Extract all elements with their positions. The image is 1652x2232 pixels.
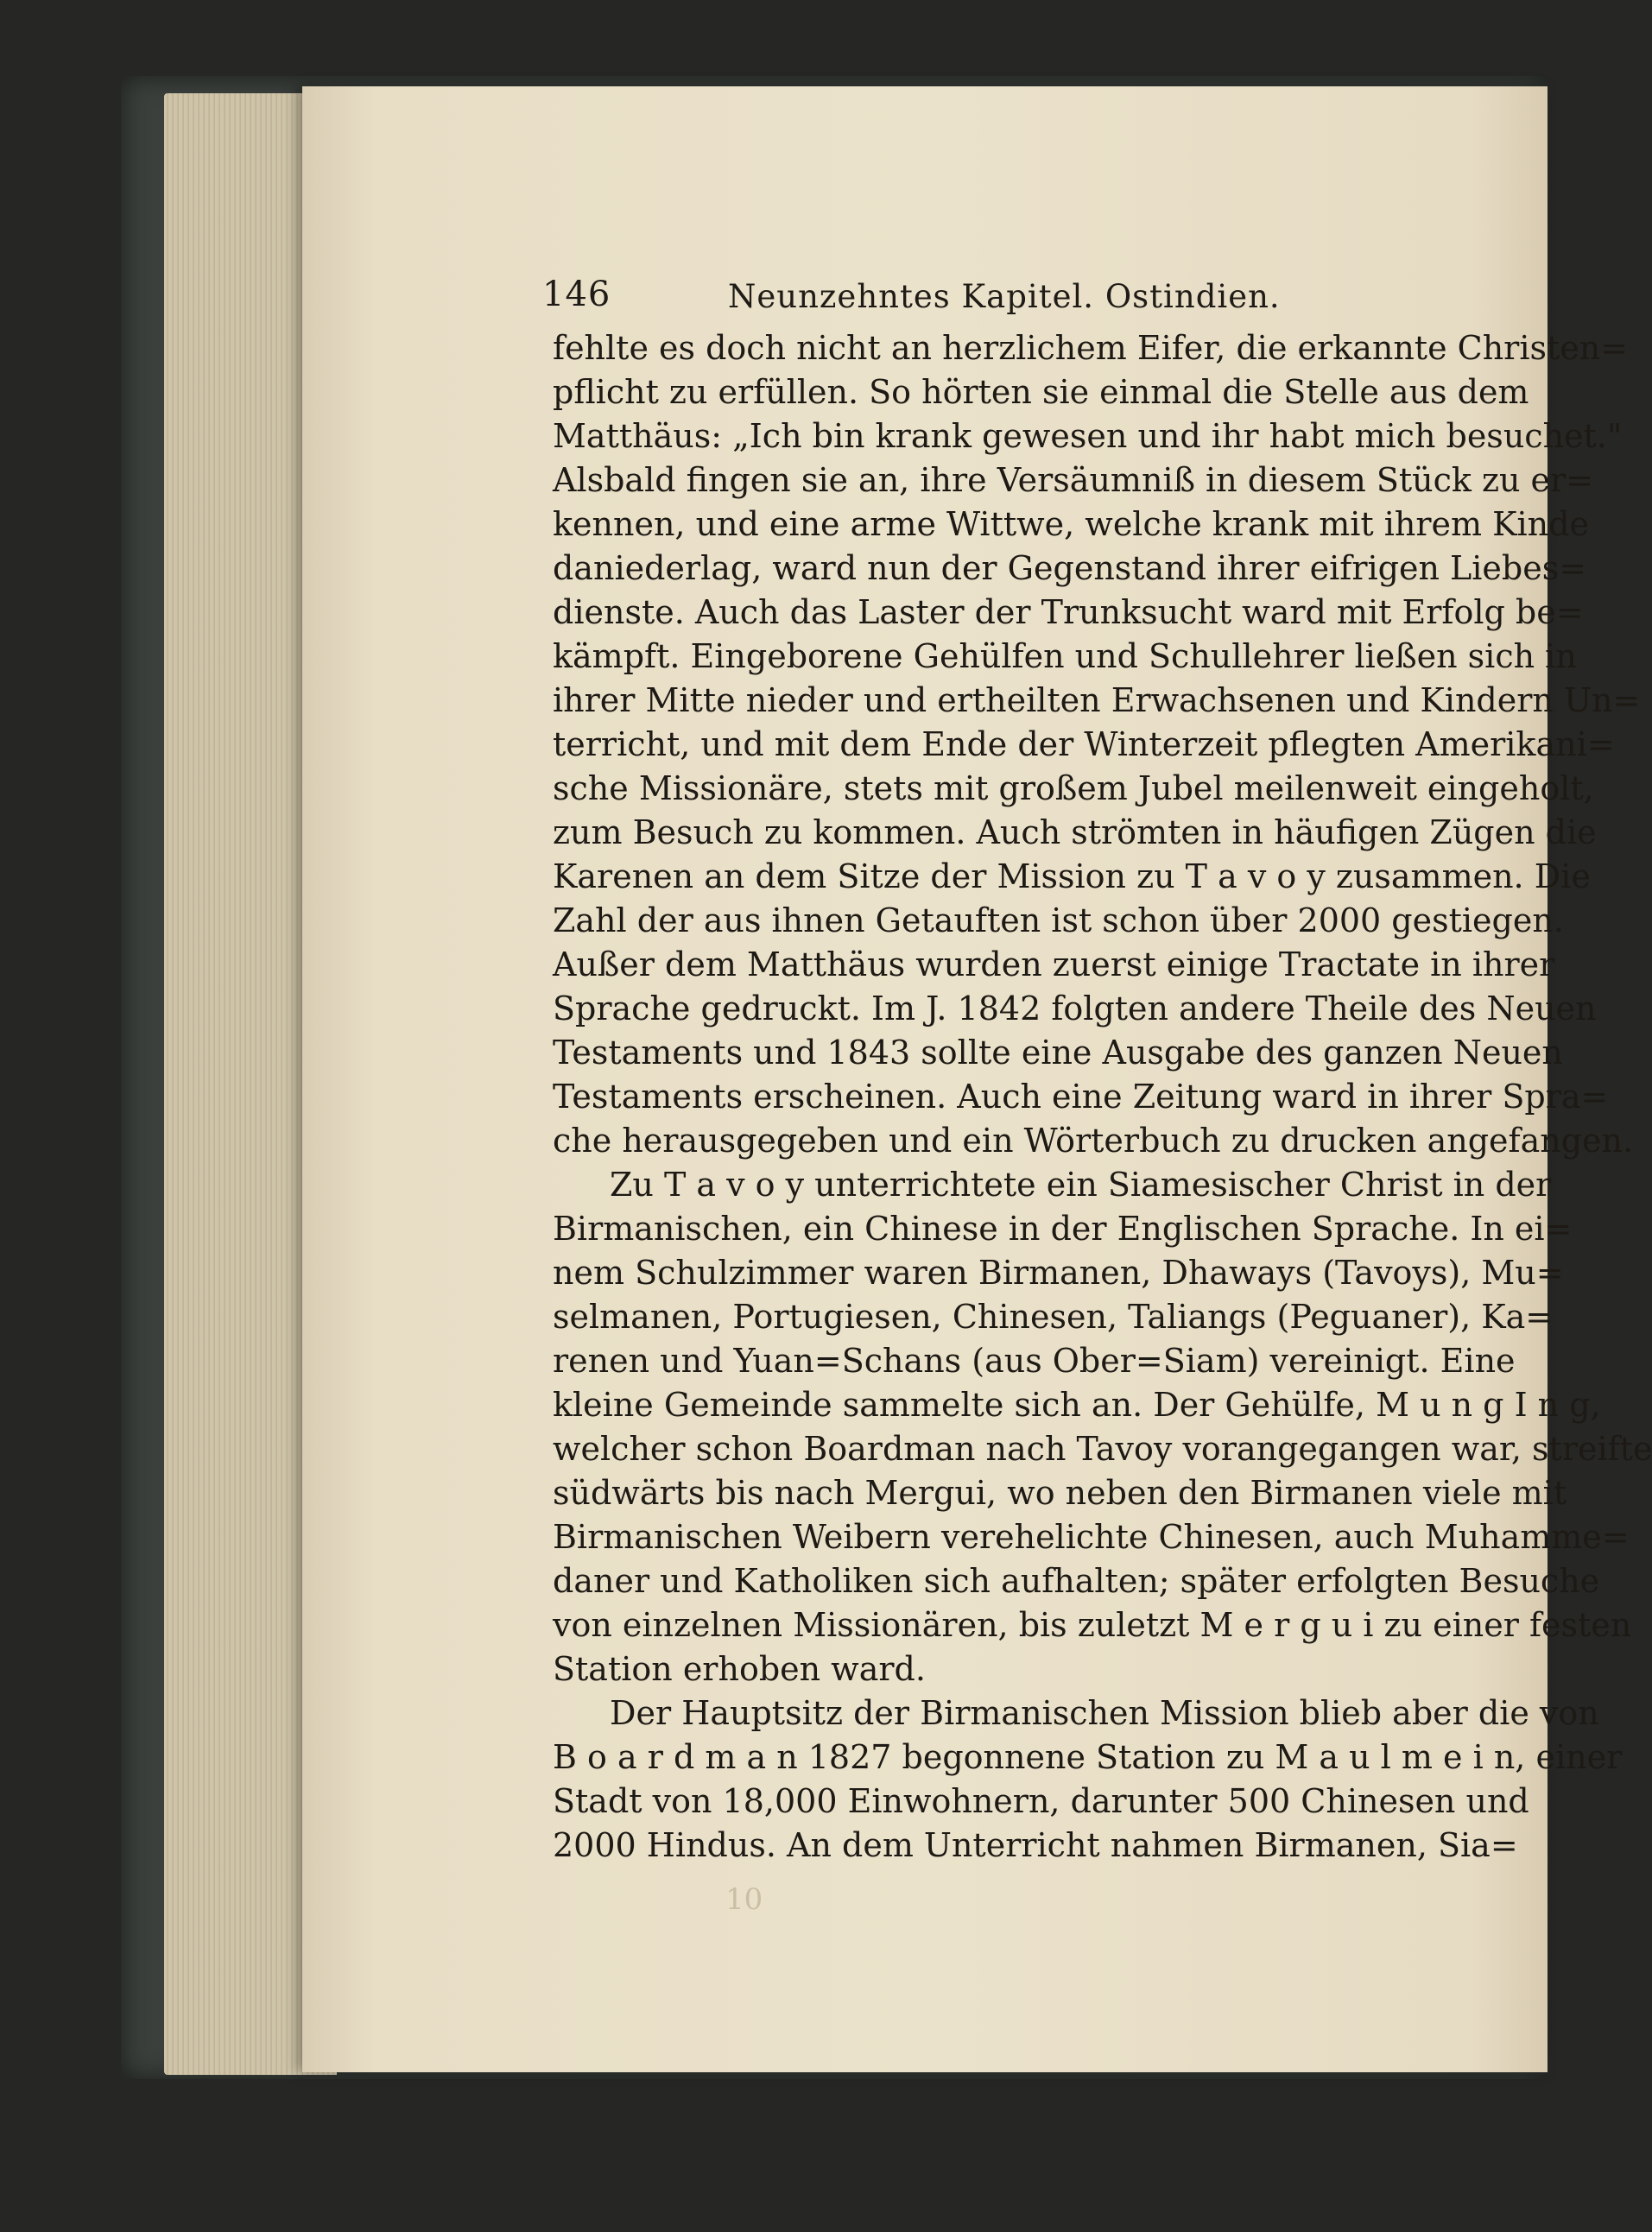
text-line: kennen, und eine arme Wittwe, welche krank mit ihrem Kinde <box>553 505 1589 543</box>
running-head: Neunzehntes Kapitel. Ostindien. <box>728 278 1281 315</box>
text-line: Stadt von 18,000 Einwohnern, darunter 500 Chinesen und <box>553 1782 1529 1820</box>
text-line: 2000 Hindus. An dem Unterricht nahmen Birmanen, Sia= <box>553 1826 1518 1864</box>
text-line: Alsbald fingen sie an, ihre Versäumniß in diesem Stück zu er= <box>553 461 1594 499</box>
text-line: Zu T a v o y unterrichtete ein Siamesischer Christ in der <box>610 1166 1552 1204</box>
text-line: Karenen an dem Sitze der Mission zu T a v o y zusammen. Die <box>553 857 1591 895</box>
text-line: kämpft. Eingeborene Gehülfen und Schullehrer ließen sich in <box>553 637 1577 675</box>
body-text <box>553 326 1652 1868</box>
text-line: kleine Gemeinde sammelte sich an. Der Gehülfe, M u n g I n g, <box>553 1386 1601 1424</box>
text-line: fehlte es doch nicht an herzlichem Eifer, die erkannte Christen= <box>553 329 1629 367</box>
text-line: Birmanischen, ein Chinese in der Englischen Sprache. In ei= <box>553 1210 1573 1248</box>
page-number: 146 <box>542 275 611 314</box>
text-line: Sprache gedruckt. Im J. 1842 folgten andere Theile des Neuen <box>553 990 1597 1027</box>
text-line: welcher schon Boardman nach Tavoy vorangegangen war, streifte <box>553 1430 1652 1468</box>
text-line: sche Missionäre, stets mit großem Jubel meilenweit eingeholt, <box>553 769 1594 807</box>
text-line: von einzelnen Missionären, bis zuletzt M e r g u i zu einer festen <box>553 1606 1632 1644</box>
text-line: Außer dem Matthäus wurden zuerst einige Tractate in ihrer <box>553 945 1555 983</box>
page-header <box>542 275 1432 326</box>
text-line: renen und Yuan=Schans (aus Ober=Siam) vereinigt. Eine <box>553 1342 1516 1380</box>
text-line: B o a r d m a n 1827 begonnene Station zu M a u l m e i n, einer <box>553 1738 1623 1776</box>
text-line: Station erhoben ward. <box>553 1650 926 1688</box>
text-line: daner und Katholiken sich aufhalten; später erfolgten Besuche <box>553 1562 1600 1600</box>
text-line: Matthäus: „Ich bin krank gewesen und ihr habt mich besuchet." <box>553 417 1623 455</box>
text-line: pflicht zu erfüllen. So hörten sie einmal die Stelle aus dem <box>553 373 1529 411</box>
text-line: daniederlag, ward nun der Gegenstand ihrer eifrigen Liebes= <box>553 549 1587 587</box>
text-line: Testaments erscheinen. Auch eine Zeitung ward in ihrer Spra= <box>553 1078 1609 1116</box>
text-line: ihrer Mitte nieder und ertheilten Erwachsenen und Kindern Un= <box>553 681 1641 719</box>
text-line: zum Besuch zu kommen. Auch strömten in häufigen Zügen die <box>553 813 1597 851</box>
text-line: che herausgegeben und ein Wörterbuch zu drucken angefangen. <box>553 1122 1634 1160</box>
text-line: Zahl der aus ihnen Getauften ist schon über 2000 gestiegen. <box>553 901 1564 939</box>
text-line: südwärts bis nach Mergui, wo neben den Birmanen viele mit <box>553 1474 1567 1512</box>
text-line: dienste. Auch das Laster der Trunksucht ward mit Erfolg be= <box>553 593 1584 631</box>
text-line: Der Hauptsitz der Birmanischen Mission blieb aber die von <box>610 1694 1599 1732</box>
text-line: terricht, und mit dem Ende der Winterzeit pflegten Amerikani= <box>553 725 1615 763</box>
footer-signature: 10 <box>725 1882 763 1917</box>
text-line: nem Schulzimmer waren Birmanen, Dhaways (Tavoys), Mu= <box>553 1254 1564 1292</box>
text-line: selmanen, Portugiesen, Chinesen, Taliangs (Peguaner), Ka= <box>553 1298 1554 1336</box>
text-line: Testaments und 1843 sollte eine Ausgabe des ganzen Neuen <box>553 1034 1563 1072</box>
text-line: Birmanischen Weibern verehelichte Chinesen, auch Muhamme= <box>553 1518 1630 1556</box>
